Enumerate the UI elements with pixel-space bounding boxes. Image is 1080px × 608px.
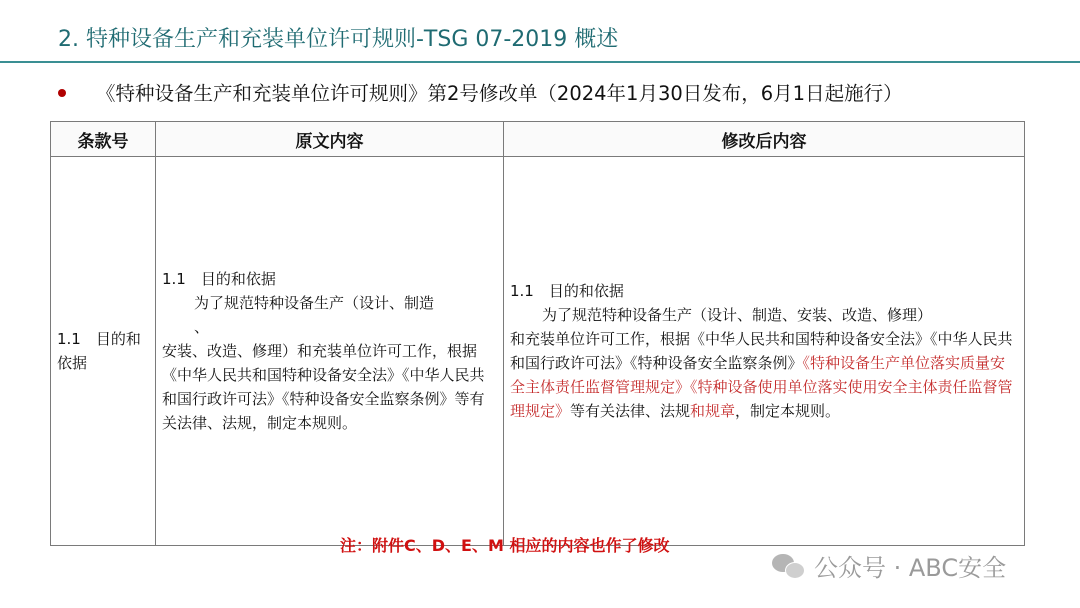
revised-seg5: ，制定本规则。 — [735, 402, 841, 420]
page-title: 2. 特种设备生产和充装单位许可规则-TSG 07-2019 概述 — [58, 27, 619, 52]
original-content-cell — [156, 157, 504, 546]
title-divider — [0, 61, 1080, 63]
wechat-icon — [772, 552, 806, 580]
clause-label: 1.1 目的和依据 — [57, 330, 141, 372]
revised-content-cell — [504, 157, 1025, 546]
original-line1: 为了规范特种设备生产（设计、制造 — [194, 294, 435, 312]
bullet-dot-icon — [58, 89, 66, 97]
clause-cell — [51, 157, 156, 546]
original-body: 安装、改造、修理）和充装单位许可工作，根据《中华人民共和国特种设备安全法》《中华人民共和国行政许可法》《特种设备安全监察条例》等有关法律、法规，制定本规则。 — [162, 342, 485, 432]
original-heading: 1.1 目的和依据 — [162, 270, 276, 288]
revision-table — [50, 121, 1025, 546]
bullet-text: 《特种设备生产和充装单位许可规则》第2号修改单（2024年1月30日发布，6月1日起施行） — [96, 82, 903, 105]
revised-seg1: 和充装单位许可工作，根据《中华人民共和国特种设备安全法》《中华人民共和国行政许可法》《特种设备安全监察条例》 — [510, 330, 1013, 372]
revision-note: 注：附件C、D、E、M 相应的内容也作了修改 — [340, 536, 670, 555]
table-header-row — [51, 122, 1025, 157]
header-original-content: 原文内容 — [156, 122, 504, 157]
revised-heading: 1.1 目的和依据 — [510, 282, 624, 300]
header-revised-content: 修改后内容 — [504, 122, 1025, 157]
watermark-text: 公众号 · ABC安全 — [814, 554, 1007, 582]
revised-added-rules: 和规章 — [690, 402, 736, 420]
revised-seg3: 等有关法律、法规 — [570, 402, 691, 420]
bullet-item — [58, 78, 903, 106]
header-clause-number: 条款号 — [51, 122, 156, 157]
watermark — [772, 548, 1006, 583]
revised-line1: 为了规范特种设备生产（设计、制造、安装、改造、修理） — [542, 306, 933, 324]
original-line1-comma: 、 — [194, 318, 210, 336]
table-row — [51, 157, 1025, 546]
revised-added-regulations: 《特种设备生产单位落实质量安全主体责任监督管理规定》《特种设备使用单位落实使用安全主体责任监督管理规定》 — [510, 354, 1013, 420]
